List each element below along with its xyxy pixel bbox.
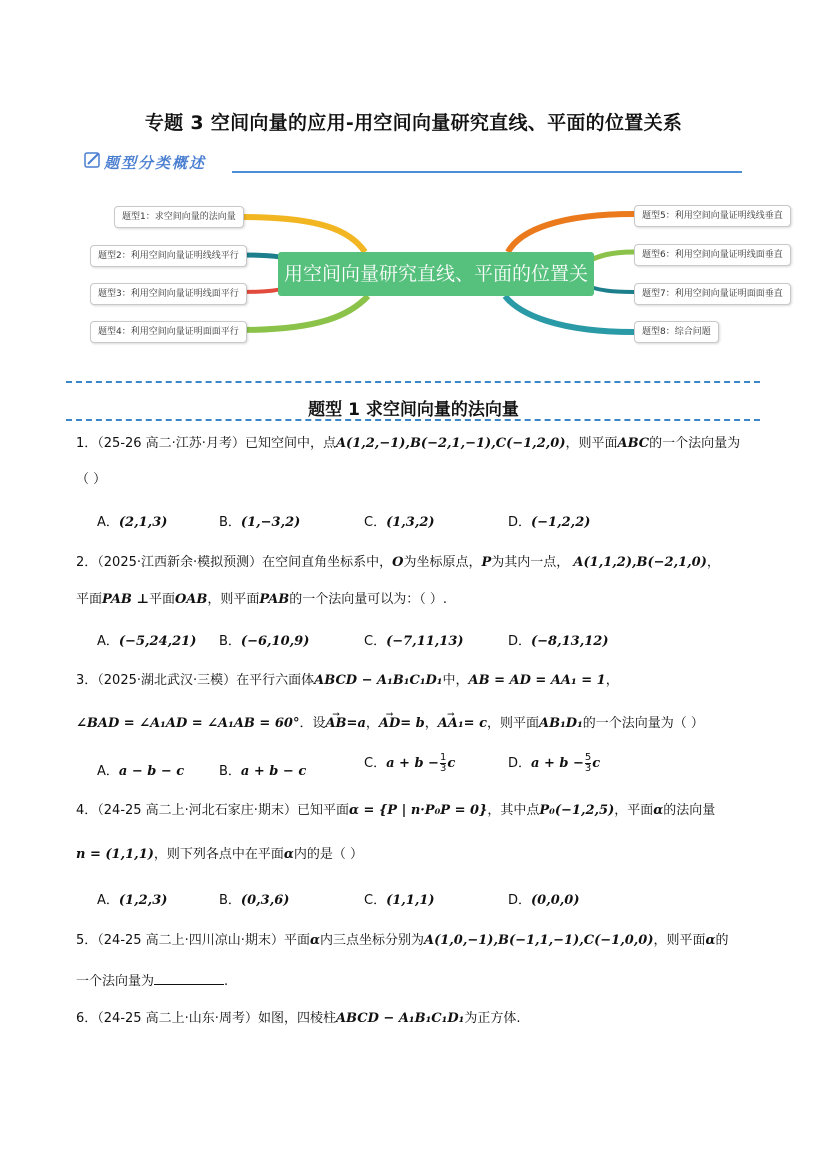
pencil-icon xyxy=(83,150,103,174)
section-title: 题型 1 求空间向量的法向量 xyxy=(308,400,519,420)
section-divider-top xyxy=(66,381,760,383)
q2-option-c[interactable]: C．(−7,11,13) xyxy=(364,634,464,649)
mindmap-node-type5: 题型5：利用空间向量证明线线垂直 xyxy=(634,205,791,227)
question-3-line2: ∠BAD = ∠A₁AD = ∠A₁AB = 60°．设→ AB=a，→ AD= b，→ AA₁= c，则平面AB₁D₁的一个法向量为（ ） xyxy=(76,714,704,734)
q2-option-b[interactable]: B．(−6,10,9) xyxy=(219,634,310,649)
question-4-line2: n = (1,1,1)，则下列各点中在平面α内的是（ ） xyxy=(76,847,364,862)
q2-option-d[interactable]: D．(−8,13,12) xyxy=(508,634,609,649)
overview-underline xyxy=(232,171,742,173)
mindmap-node-type4: 题型4：利用空间向量证明面面平行 xyxy=(90,321,247,343)
q5-answer-blank[interactable] xyxy=(154,970,224,985)
mindmap-node-type2: 题型2：利用空间向量证明线线平行 xyxy=(90,245,247,267)
q2-option-a[interactable]: A．(−5,24,21) xyxy=(97,634,197,649)
section-divider-bottom xyxy=(66,419,760,421)
question-3: 3．（2025·湖北武汉·三模）在平行六面体ABCD − A₁B₁C₁D₁中，AB = AD = AA₁ = 1， xyxy=(76,673,619,688)
question-5: 5．（24-25 高二上·四川凉山·期末）平面α内三点坐标分别为A(1,0,−1),B(−1,1,−1),C(−1,0,0)，则平面α的 xyxy=(76,933,729,948)
q1-option-d[interactable]: D．(−1,2,2) xyxy=(508,515,591,530)
mindmap-node-type6: 题型6：利用空间向量证明线面垂直 xyxy=(634,244,791,266)
overview-label: 题型分类概述 xyxy=(104,154,207,172)
q3-option-b[interactable]: B．a + b − c xyxy=(219,764,307,779)
q1-option-c[interactable]: C．(1,3,2) xyxy=(364,515,435,530)
question-4: 4．（24-25 高二上·河北石家庄·期末）已知平面α = {P | n·P₀P = 0}，其中点P₀(−1,2,5)，平面α的法向量 xyxy=(76,803,716,818)
question-1: 1．（25-26 高二·江苏·月考）已知空间中，点A(1,2,−1),B(−2,1,−1),C(−1,2,0)，则平面ABC的一个法向量为 xyxy=(76,436,741,451)
question-6: 6．（24-25 高二上·山东·周考）如图，四棱柱ABCD − A₁B₁C₁D₁为正方体. xyxy=(76,1011,521,1026)
page-title: 专题 3 空间向量的应用-用空间向量研究直线、平面的位置关系 xyxy=(144,112,683,134)
q1-points: A(1,2,−1),B(−2,1,−1),C(−1,2,0) xyxy=(335,436,566,451)
q3-option-c[interactable]: C．a + b − $\frac{1}{3}$ c xyxy=(364,752,456,774)
question-2-line2: 平面PAB ⊥平面OAB，则平面PAB的一个法向量可以为：（ ）. xyxy=(76,592,448,607)
q1-option-b[interactable]: B．(1,−3,2) xyxy=(219,515,301,530)
question-2: 2．（2025·江西新余·模拟预测）在空间直角坐标系中，O为坐标原点，P为其内一点， A(1,1,2),B(−2,1,0)， xyxy=(76,555,720,570)
q1-option-a[interactable]: A．(2,1,3) xyxy=(97,515,168,530)
q4-option-d[interactable]: D．(0,0,0) xyxy=(508,893,580,908)
mindmap-node-type1: 题型1：求空间向量的法向量 xyxy=(114,206,244,228)
q3-option-a[interactable]: A．a − b − c xyxy=(97,764,185,779)
q3-option-d[interactable]: D．a + b − $\frac{5}{3}$ c xyxy=(508,752,601,774)
q4-option-b[interactable]: B．(0,3,6) xyxy=(219,893,290,908)
question-5-line2: 一个法向量为 . xyxy=(76,970,228,992)
mindmap-center: 用空间向量研究直线、平面的位置关系 xyxy=(278,252,594,296)
mindmap-node-type3: 题型3：利用空间向量证明线面平行 xyxy=(90,283,247,305)
q4-option-c[interactable]: C．(1,1,1) xyxy=(364,893,435,908)
mindmap-node-type7: 题型7：利用空间向量证明面面垂直 xyxy=(634,283,791,305)
q1-paren: （ ） xyxy=(76,472,107,487)
q4-option-a[interactable]: A．(1,2,3) xyxy=(97,893,168,908)
mindmap-node-type8: 题型8：综合问题 xyxy=(634,321,719,343)
